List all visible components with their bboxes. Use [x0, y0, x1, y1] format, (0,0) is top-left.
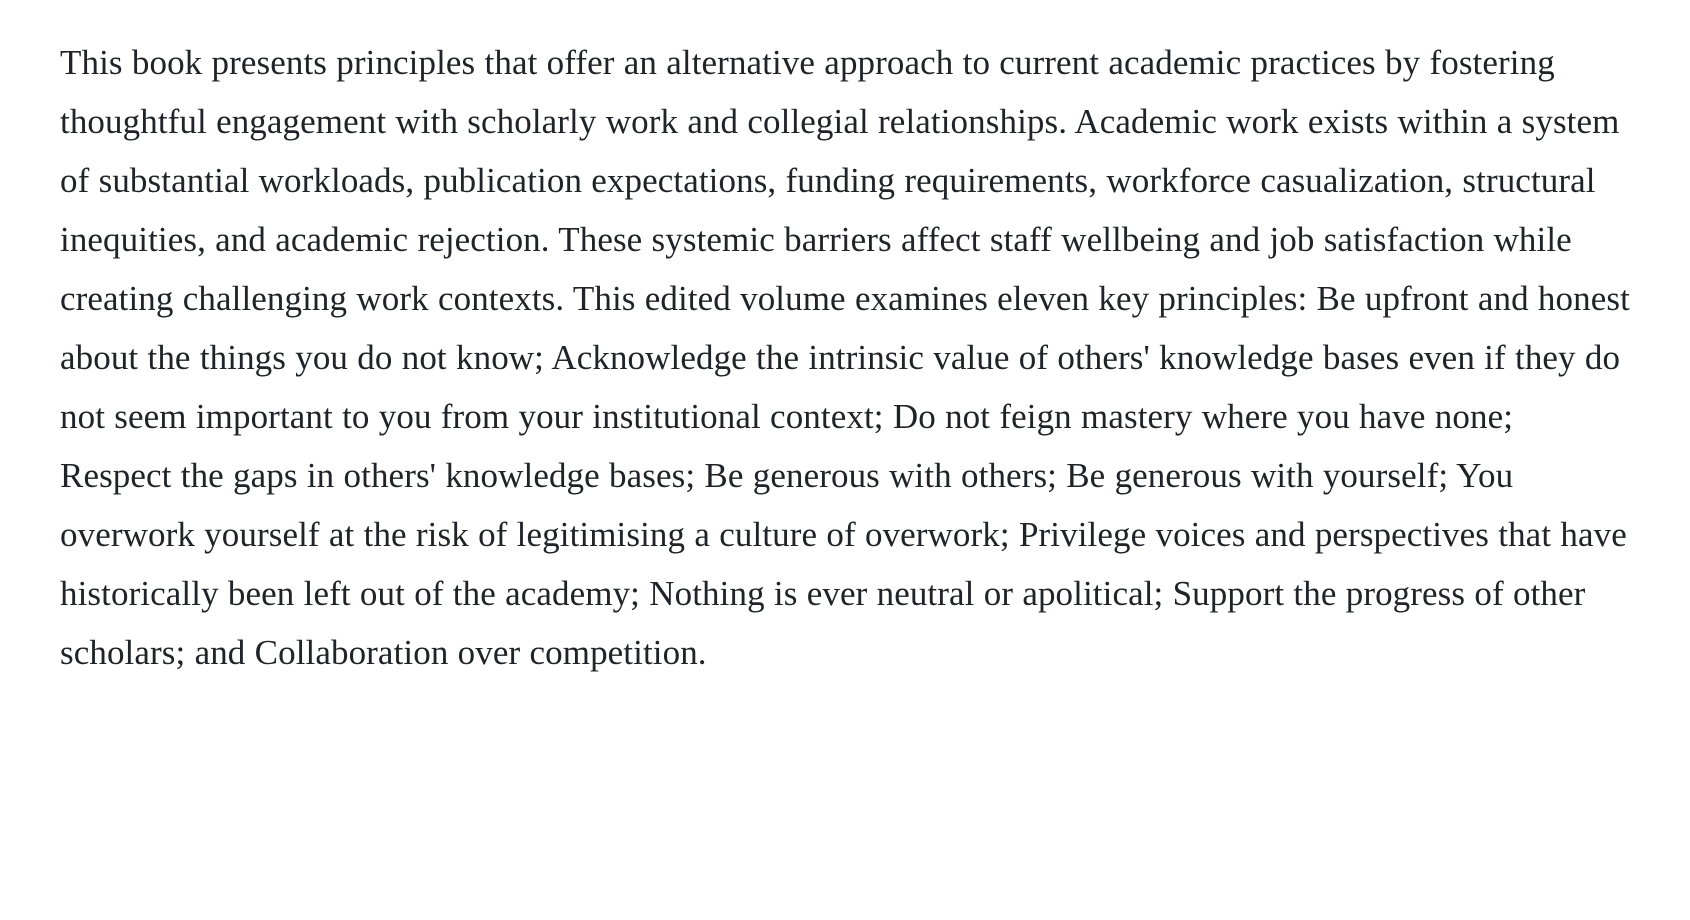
abstract-paragraph: This book presents principles that offer an alternative approach to current academic practices by fostering thoughtful engagement with scholarly work and collegial relationships. Academic work exists within a system of substantial workloads, publication expectations, funding requirements, workforce casualization, structural inequities, and academic rejection. These systemic barriers affect staff wellbeing and job satisfaction while creating challenging work contexts. This edited volume examines eleven key principles: Be upfront and honest about the things you do not know; Acknowledge the intrinsic value of others' knowledge bases even if they do not seem important to you from your institutional context; Do not feign mastery where you have none; Respect the gaps in others' knowledge bases; Be generous with others; Be generous with yourself; You overwork yourself at the risk of legitimising a culture of overwork; Privilege voices and perspectives that have historically been left out of the academy; Nothing is ever neutral or apolitical; Support the progress of other scholars; and Collaboration over competition. [60, 43, 1630, 672]
abstract-block [60, 34, 1630, 683]
